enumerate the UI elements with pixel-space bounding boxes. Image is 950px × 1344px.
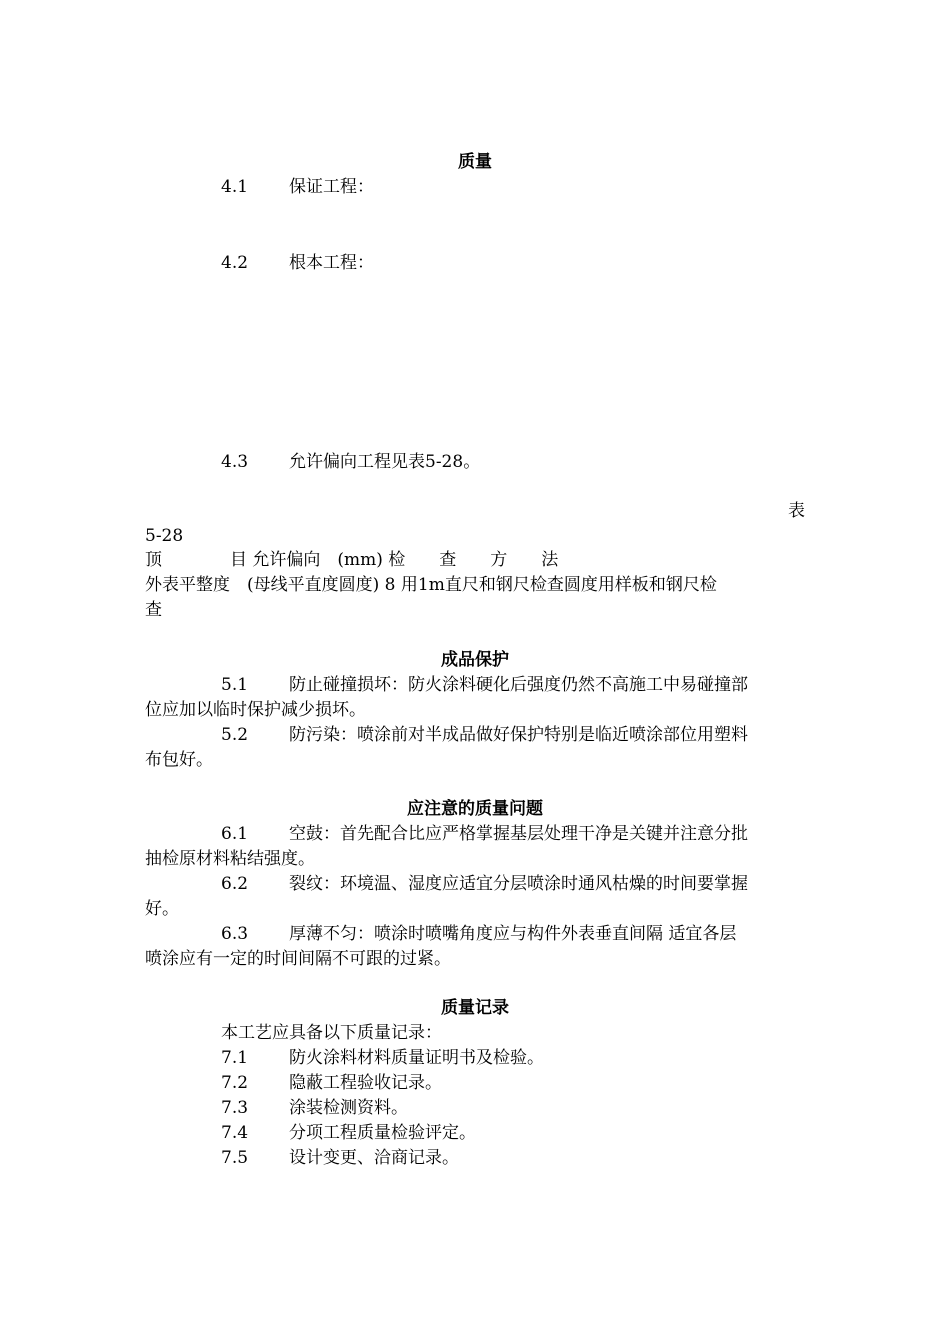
item-4-3 xyxy=(145,450,881,475)
item-number: 7.3 xyxy=(221,1098,249,1118)
item-text: 涂装检测资料。 xyxy=(289,1098,408,1118)
item-number: 4.1 xyxy=(221,177,249,197)
table-number: 5-28 xyxy=(145,526,184,546)
item-number: 7.4 xyxy=(221,1123,249,1143)
record-item xyxy=(145,1096,881,1121)
item-text: 允许偏向工程见表5-28。 xyxy=(289,452,481,472)
section-6-title: 应注意的质量问题 xyxy=(407,799,543,819)
item-6-1 xyxy=(145,822,881,847)
item-number: 5.1 xyxy=(221,675,249,695)
item-number: 6.1 xyxy=(221,824,249,844)
item-6-3-continued: 喷涂应有一定的时间间隔不可跟的过紧。 xyxy=(145,949,451,969)
table-label: 表 xyxy=(788,501,805,521)
record-item xyxy=(145,1071,881,1096)
table-row-continued: 查 xyxy=(145,600,162,620)
item-text: 根本工程： xyxy=(289,253,374,273)
section-4-title: 质量 xyxy=(458,152,492,172)
item-text: 设计变更、洽商记录。 xyxy=(289,1148,459,1168)
item-text: 防火涂料材料质量证明书及检验。 xyxy=(289,1048,544,1068)
item-number: 6.3 xyxy=(221,924,249,944)
item-number: 7.5 xyxy=(221,1148,249,1168)
item-text: 隐蔽工程验收记录。 xyxy=(289,1073,442,1093)
item-5-1-continued: 位应加以临时保护减少损坏。 xyxy=(145,700,366,720)
item-text: 保证工程： xyxy=(289,177,374,197)
item-6-2 xyxy=(145,872,881,897)
item-6-3 xyxy=(145,922,881,947)
section-7-title: 质量记录 xyxy=(441,998,509,1018)
item-text: 分项工程质量检验评定。 xyxy=(289,1123,476,1143)
item-number: 7.2 xyxy=(221,1073,249,1093)
item-6-2-continued: 好。 xyxy=(145,899,179,919)
record-item xyxy=(145,1146,881,1171)
item-4-1 xyxy=(145,175,881,200)
item-number: 5.2 xyxy=(221,725,249,745)
item-text: 空鼓：首先配合比应严格掌握基层处理干净是关键并注意分批 xyxy=(289,824,748,844)
item-5-2 xyxy=(145,723,881,748)
item-text: 防止碰撞损坏：防火涂料硬化后强度仍然不高施工中易碰撞部 xyxy=(289,675,748,695)
item-number: 6.2 xyxy=(221,874,249,894)
item-5-2-continued: 布包好。 xyxy=(145,750,213,770)
item-text: 裂纹：环境温、湿度应适宜分层喷涂时通风枯燥的时间要掌握 xyxy=(289,874,748,894)
item-4-2 xyxy=(145,251,881,276)
item-5-1 xyxy=(145,673,881,698)
item-number: 7.1 xyxy=(221,1048,249,1068)
table-header: 顶 目 允许偏向 (mm) 检 查 方 法 xyxy=(145,550,559,570)
item-number: 4.3 xyxy=(221,452,249,472)
item-text: 厚薄不匀：喷涂时喷嘴角度应与构件外表垂直间隔 适宜各层 xyxy=(289,924,737,944)
section-7-intro: 本工艺应具备以下质量记录： xyxy=(221,1023,442,1043)
item-number: 4.2 xyxy=(221,253,249,273)
record-item xyxy=(145,1121,881,1146)
item-text: 防污染：喷涂前对半成品做好保护特别是临近喷涂部位用塑料 xyxy=(289,725,748,745)
item-6-1-continued: 抽检原材料粘结强度。 xyxy=(145,849,315,869)
section-5-title: 成品保护 xyxy=(441,650,509,670)
record-item xyxy=(145,1046,881,1071)
table-row: 外表平整度 (母线平直度圆度) 8 用1m直尺和钢尺检查圆度用样板和钢尺检 xyxy=(145,575,717,595)
